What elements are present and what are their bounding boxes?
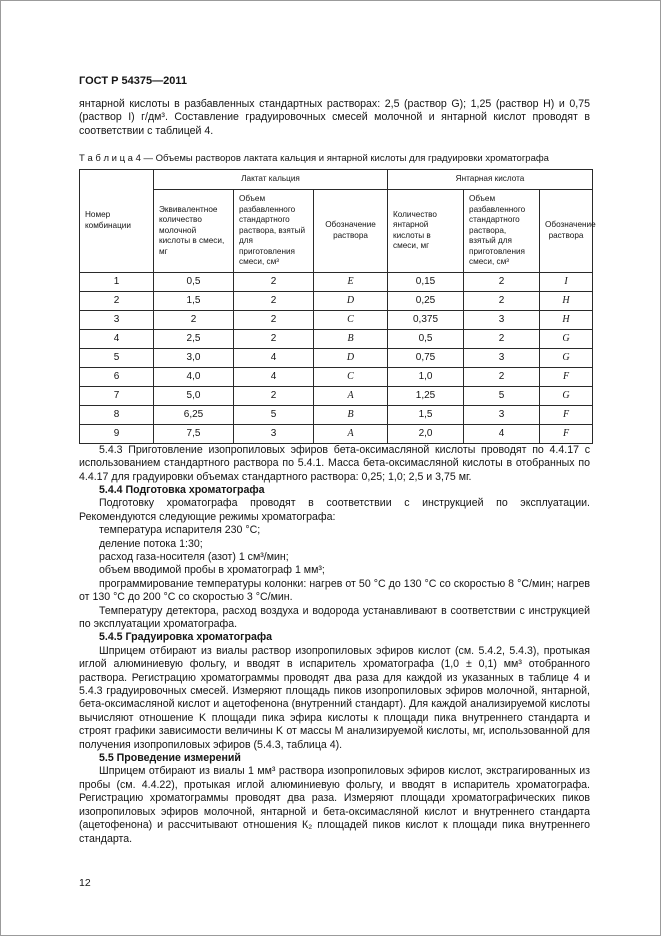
table-header-cell: Количество янтарной кислоты в смеси, мг bbox=[388, 190, 464, 273]
table-cell: 0,25 bbox=[388, 291, 464, 310]
table-cell: 5 bbox=[80, 348, 154, 367]
table-cell: E bbox=[314, 272, 388, 291]
table-cell: C bbox=[314, 367, 388, 386]
table-cell: 0,5 bbox=[154, 272, 234, 291]
paragraph: Шприцем отбирают из виалы 1 мм³ раствора изопропиловых эфиров кислот, экстрагированных из пробы (см. 4.4.22), протыкая иглой алюминиевую фольгу, и вводят в испаритель хроматографа. Регистрацию хроматограммы проводят два раза. Измеряют площади хроматографических пиков изопропиловых эфиров молочной, янтарной и бета-оксимасляной кислот и внутреннего стандарта (ацетофенона) и рассчитывают отношения К₂ площадей пиков кислот к площади пика внутреннего стандарта. bbox=[79, 765, 590, 845]
table-cell: 4 bbox=[80, 329, 154, 348]
table-row bbox=[80, 424, 593, 443]
table-cell: 0,75 bbox=[388, 348, 464, 367]
standard-number: ГОСТ Р 54375—2011 bbox=[79, 75, 187, 87]
table-cell: 2 bbox=[464, 291, 540, 310]
table-cell: 2 bbox=[464, 367, 540, 386]
table-cell: 3 bbox=[80, 310, 154, 329]
table-cell: G bbox=[540, 386, 593, 405]
section-heading-5-5: 5.5 Проведение измерений bbox=[99, 752, 241, 765]
mode-item: расход газа-носителя (азот) 1 см³/мин; bbox=[99, 550, 289, 563]
table-caption: Т а б л и ц а 4 — Объемы растворов лактата кальция и янтарной кислоты для градуировки хроматографа bbox=[79, 153, 549, 165]
table-cell: F bbox=[540, 367, 593, 386]
table-cell: 6 bbox=[80, 367, 154, 386]
table-cell: 4 bbox=[234, 367, 314, 386]
mode-item: деление потока 1:30; bbox=[99, 537, 203, 550]
section-5-4-3-paragraph: 5.4.3 Приготовление изопропиловых эфиров бета-оксимасляной кислоты проводят по 4.4.17 с использованием стандартного раствора по 5.4.1. Масса бета-оксимасляной кислоты в отобранных по 4.4.17 для градуировки объемах стандартного раствора: 0,25; 1,0; 2,5 и 3,75 мг. bbox=[79, 443, 590, 483]
table-cell: 5 bbox=[464, 386, 540, 405]
table-cell: 4 bbox=[234, 348, 314, 367]
table-head bbox=[80, 170, 596, 273]
table-cell: 2 bbox=[464, 329, 540, 348]
section-heading-5-4-5: 5.4.5 Градуировка хроматографа bbox=[99, 631, 273, 644]
table-group-header: Лактат кальция bbox=[154, 170, 388, 190]
table-cell: 8 bbox=[80, 405, 154, 424]
table-row bbox=[80, 291, 593, 310]
table-cell: 2,5 bbox=[154, 329, 234, 348]
mode-item: температура испарителя 230 °С; bbox=[99, 524, 261, 537]
table-row bbox=[80, 272, 593, 291]
intro-paragraph: янтарной кислоты в разбавленных стандартных растворах: 2,5 (раствор G); 1,25 (раствор H) и 0,75 (раствор I) г/дм³. Составление градуировочных смесей молочной и янтарной кислот проводят в соответствии с таблицей 4. bbox=[79, 98, 590, 137]
paragraph: Подготовку хроматографа проводят в соответствии с инструкцией по эксплуатации. Рекомендуются следующие режимы хроматографа: bbox=[79, 497, 590, 523]
table-cell: 0,15 bbox=[388, 272, 464, 291]
table-cell: 2 bbox=[234, 272, 314, 291]
table-cell: C bbox=[314, 310, 388, 329]
table-cell: 2 bbox=[80, 291, 154, 310]
table-row bbox=[80, 386, 593, 405]
table-header-cell: Эквивалентное количество молочной кислоты в смеси, мг bbox=[154, 190, 234, 273]
table-header-cell: Обозначение раствора bbox=[540, 190, 593, 273]
table-cell: 3 bbox=[464, 348, 540, 367]
table-cell: B bbox=[314, 405, 388, 424]
table-header-cell: Объем разбавленного стандартного раствора, взятый для приготовления смеси, см³ bbox=[234, 190, 314, 273]
table-row bbox=[80, 367, 593, 386]
mode-list bbox=[79, 524, 590, 604]
table-cell: B bbox=[314, 329, 388, 348]
table-cell: I bbox=[540, 272, 593, 291]
mode-item: программирование температуры колонки: нагрев от 50 °С до 130 °С со скоростью 8 °С/мин; нагрев от 130 °С до 200 °С со скоростью 3 °С/мин. bbox=[79, 577, 590, 604]
table-header-cell: Номер комбинации bbox=[80, 170, 154, 273]
table-cell: 5,0 bbox=[154, 386, 234, 405]
table-cell: 1,25 bbox=[388, 386, 464, 405]
table-cell: 3,0 bbox=[154, 348, 234, 367]
table-cell: 3 bbox=[464, 405, 540, 424]
table-cell: 1,0 bbox=[388, 367, 464, 386]
table-header-cell: Объем разбавленного стандартного раствора, взятый для приготовления смеси, см³ bbox=[464, 190, 540, 273]
table-cell: 1 bbox=[80, 272, 154, 291]
table-cell: 2 bbox=[234, 310, 314, 329]
table-cell: 7 bbox=[80, 386, 154, 405]
table-cell: F bbox=[540, 424, 593, 443]
table-cell: 0,375 bbox=[388, 310, 464, 329]
table-row bbox=[80, 348, 593, 367]
section-heading-5-4-4: 5.4.4 Подготовка хроматографа bbox=[99, 483, 265, 496]
table-cell: G bbox=[540, 348, 593, 367]
table-cell: 1,5 bbox=[154, 291, 234, 310]
table-body bbox=[80, 272, 593, 443]
table-group-header: Янтарная кислота bbox=[388, 170, 593, 190]
table-cell: 2 bbox=[154, 310, 234, 329]
table-cell: 2 bbox=[234, 386, 314, 405]
table-cell: 6,25 bbox=[154, 405, 234, 424]
table-cell: 2,0 bbox=[388, 424, 464, 443]
table-cell: 3 bbox=[234, 424, 314, 443]
table-row bbox=[80, 405, 593, 424]
table-cell: 3 bbox=[464, 310, 540, 329]
table-cell: 5 bbox=[234, 405, 314, 424]
table-row bbox=[80, 310, 593, 329]
table-cell: F bbox=[540, 405, 593, 424]
table-cell: 4 bbox=[464, 424, 540, 443]
table-cell: H bbox=[540, 291, 593, 310]
table-cell: 7,5 bbox=[154, 424, 234, 443]
table-cell: 1,5 bbox=[388, 405, 464, 424]
mode-item: объем вводимой пробы в хроматограф 1 мм³; bbox=[99, 564, 325, 577]
table-cell: D bbox=[314, 291, 388, 310]
table-header-cell: Обозначение раствора bbox=[314, 190, 388, 273]
table-cell: 9 bbox=[80, 424, 154, 443]
table-cell: 4,0 bbox=[154, 367, 234, 386]
table-cell: G bbox=[540, 329, 593, 348]
table-cell: 2 bbox=[234, 329, 314, 348]
calibration-table bbox=[79, 169, 596, 444]
paragraph: Шприцем отбирают из виалы раствор изопропиловых эфиров кислот (см. 5.4.2, 5.4.3), протыкая иглой алюминиевую фольгу, и вводят в испаритель хроматографа (1,0 ± 0,1) мм³ отобранного раствора. Регистрацию хроматограммы проводят два раза для каждой из указанных в таблице 4 и 5.4.3 градуировочных смесей. Измеряют площадь пиков изопропиловых эфиров молочной, янтарной, бета-оксимасляной кислот и ацетофенона (внутренний стандарт). Для каждой анализируемой кислоты вычисляют отношение K площади пика эфира кислоты к площади пика внутреннего стандарта и строят графики зависимости величины K от массы M анализируемой кислоты, мг, использованной для получения изопропиловых эфиров (5.4.3, таблица 4). bbox=[79, 644, 590, 751]
table-cell: D bbox=[314, 348, 388, 367]
page-number: 12 bbox=[79, 877, 91, 889]
table-cell: A bbox=[314, 386, 388, 405]
table-cell: 2 bbox=[464, 272, 540, 291]
table-cell: A bbox=[314, 424, 388, 443]
table-cell: 2 bbox=[234, 291, 314, 310]
table-row bbox=[80, 329, 593, 348]
table-cell: H bbox=[540, 310, 593, 329]
table-cell: 0,5 bbox=[388, 329, 464, 348]
paragraph: Температуру детектора, расход воздуха и водорода устанавливают в соответствии с инструкцией по эксплуатации хроматографа. bbox=[79, 604, 590, 630]
